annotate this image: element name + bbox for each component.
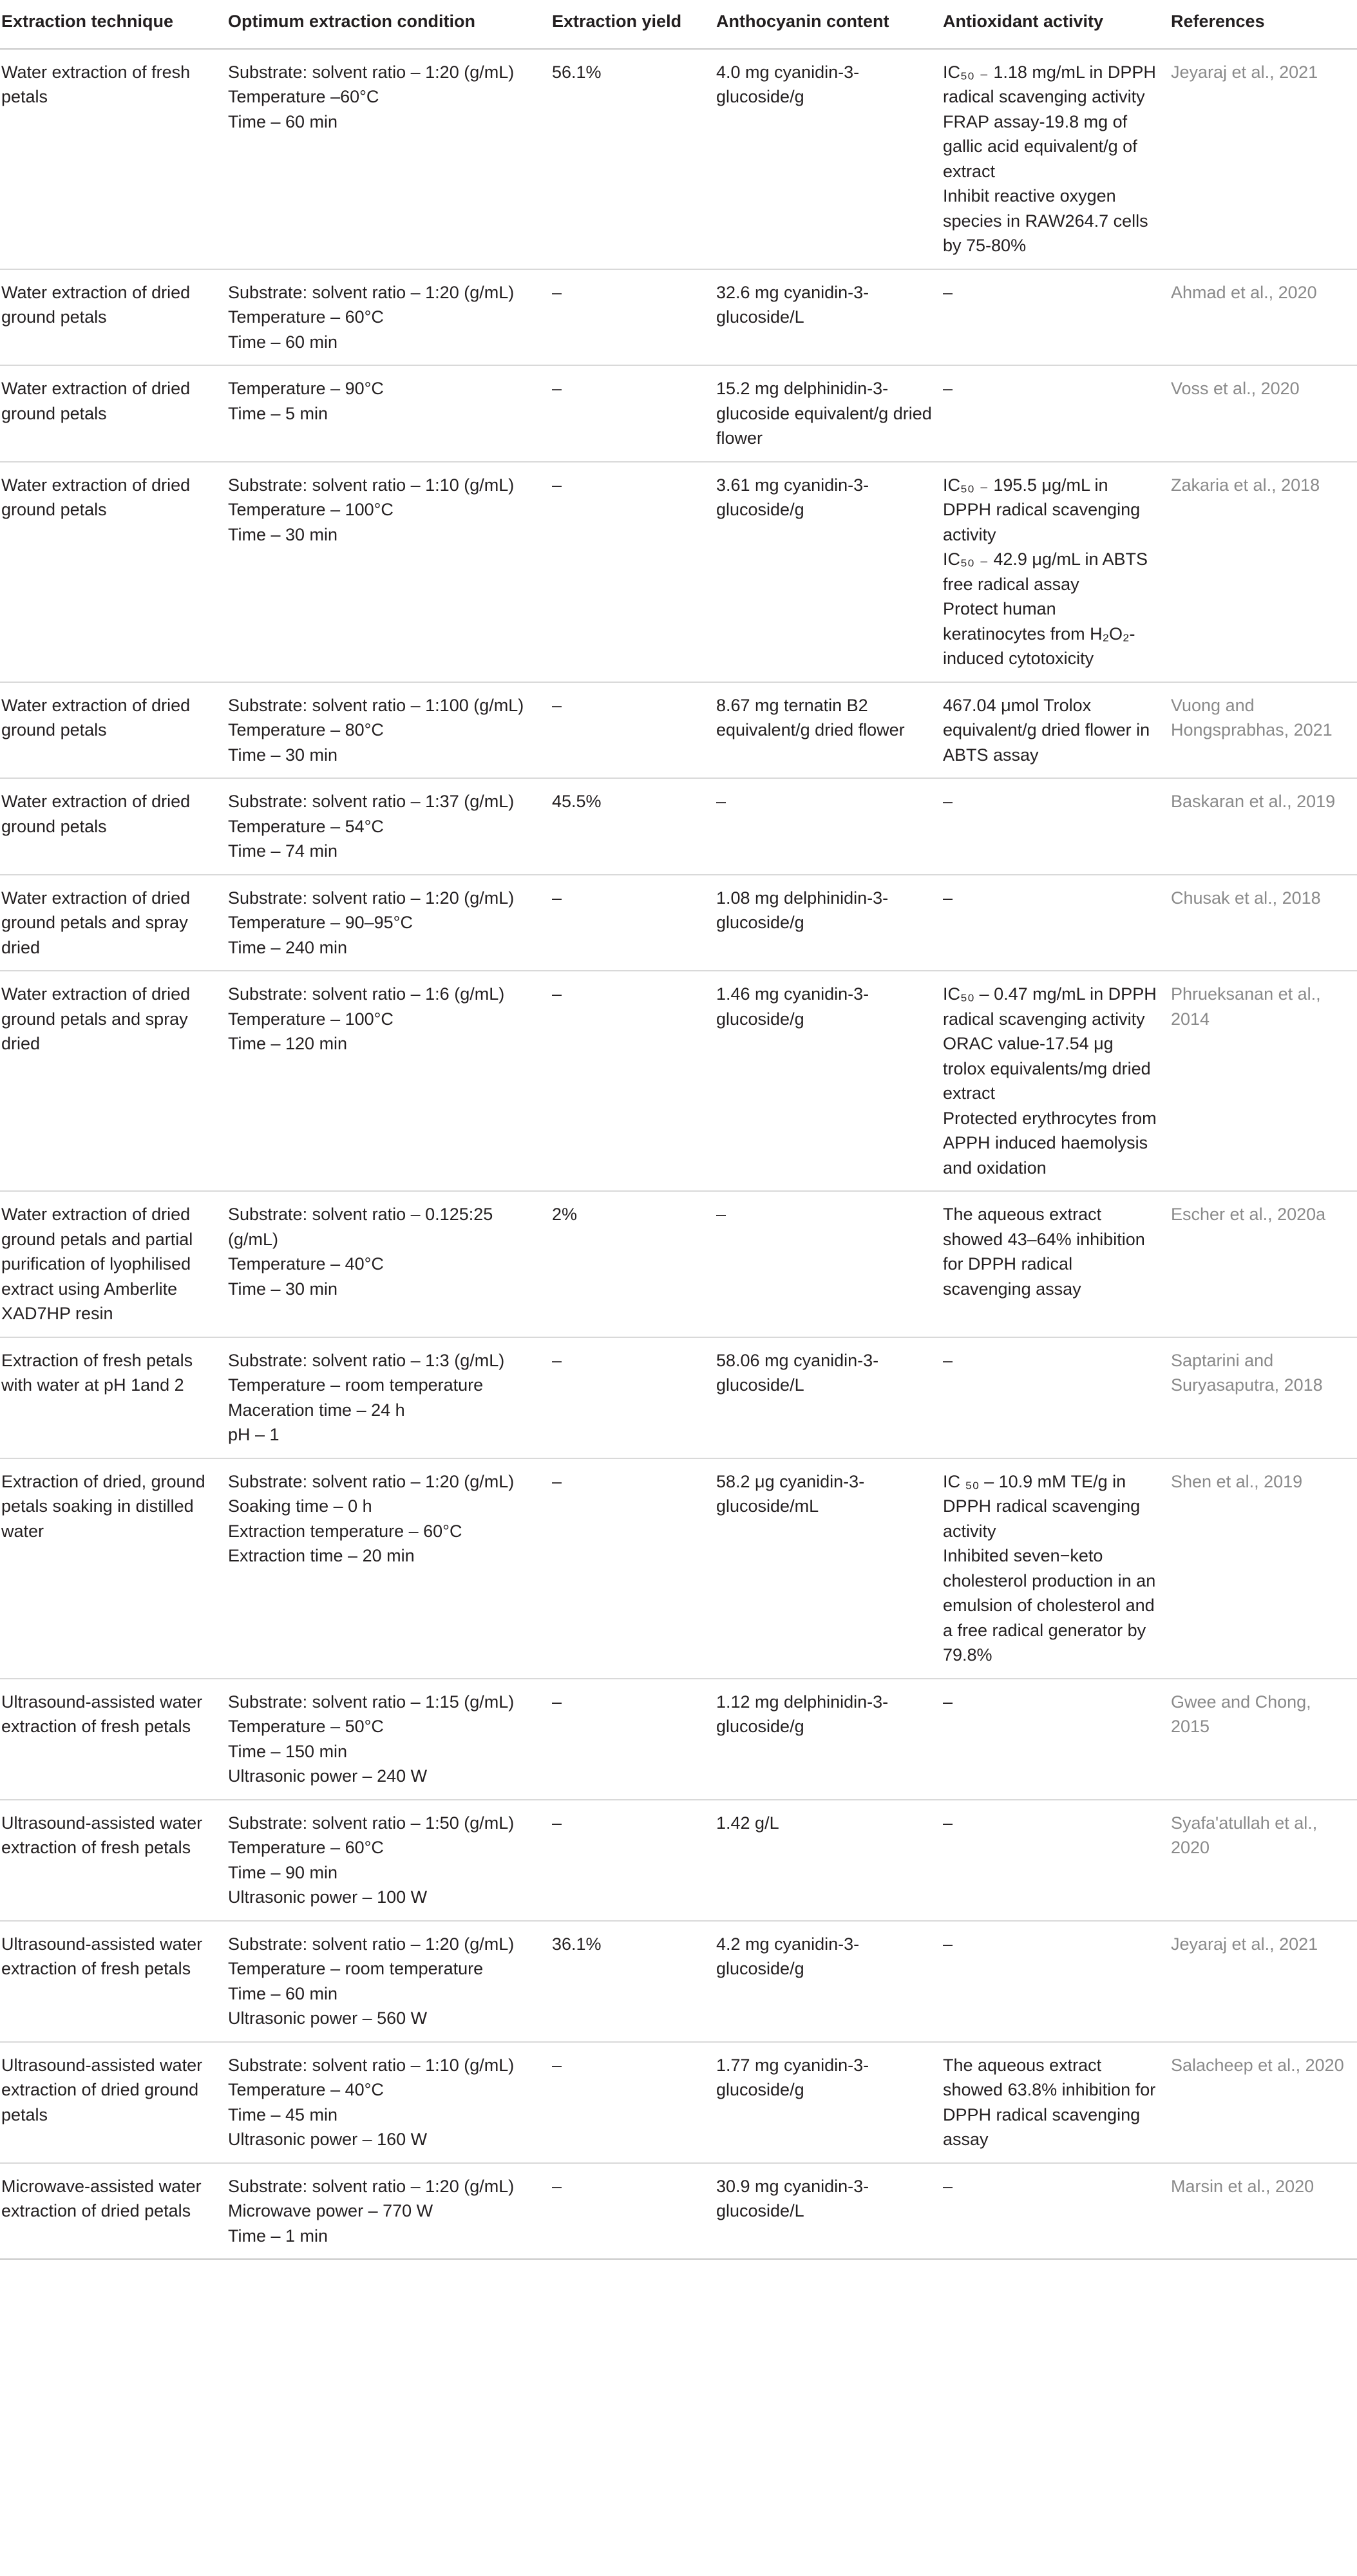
table-row: [0, 682, 1357, 779]
cell-technique: Water extraction of dried ground petals: [0, 462, 227, 682]
cell-condition: Substrate: solvent ratio – 1:20 (g/mL) Microwave power – 770 W Time – 1 min: [227, 2163, 551, 2260]
cell-yield: –: [551, 971, 715, 1191]
cell-reference: Jeyaraj et al., 2021: [1170, 1921, 1357, 2042]
cell-antioxidant: –: [942, 365, 1170, 462]
cell-yield: –: [551, 1458, 715, 1679]
header-antioxidant-activity: Antioxidant activity: [942, 0, 1170, 49]
cell-antioxidant: The aqueous extract showed 63.8% inhibition for DPPH radical scavenging assay: [942, 2042, 1170, 2163]
cell-yield: –: [551, 875, 715, 971]
cell-condition: Substrate: solvent ratio – 1:20 (g/mL) Temperature – 60°C Time – 60 min: [227, 269, 551, 366]
cell-antioxidant: IC₅₀ ₋ 1.18 mg/mL in DPPH radical scavenging activity FRAP assay-19.8 mg of gallic acid equivalent/g of extract Inhibit reactive oxygen species in RAW264.7 cells by 75-80%: [942, 49, 1170, 269]
table-row: [0, 1191, 1357, 1337]
cell-antioxidant: IC ₅₀ – 10.9 mM TE/g in DPPH radical scavenging activity Inhibited seven−keto cholesterol production in an emulsion of cholesterol and a free radical generator by 79.8%: [942, 1458, 1170, 1679]
cell-anthocyanin: 58.06 mg cyanidin-3-glucoside/L: [715, 1337, 942, 1458]
cell-anthocyanin: 58.2 μg cyanidin-3-glucoside/mL: [715, 1458, 942, 1679]
table-row: [0, 1337, 1357, 1458]
cell-technique: Water extraction of fresh petals: [0, 49, 227, 269]
header-row: [0, 0, 1357, 49]
header-extraction-technique: Extraction technique: [0, 0, 227, 49]
cell-yield: –: [551, 682, 715, 779]
header-extraction-yield: Extraction yield: [551, 0, 715, 49]
cell-antioxidant: –: [942, 1679, 1170, 1800]
cell-anthocyanin: 15.2 mg delphinidin-3-glucoside equivalent/g dried flower: [715, 365, 942, 462]
cell-technique: Water extraction of dried ground petals and spray dried: [0, 971, 227, 1191]
cell-reference: Chusak et al., 2018: [1170, 875, 1357, 971]
cell-reference: Ahmad et al., 2020: [1170, 269, 1357, 366]
table-row: [0, 778, 1357, 875]
cell-yield: –: [551, 1800, 715, 1921]
cell-yield: –: [551, 2042, 715, 2163]
table-row: [0, 1921, 1357, 2042]
cell-yield: 56.1%: [551, 49, 715, 269]
cell-anthocyanin: –: [715, 1191, 942, 1337]
cell-technique: Ultrasound-assisted water extraction of dried ground petals: [0, 2042, 227, 2163]
cell-anthocyanin: 1.12 mg delphinidin-3-glucoside/g: [715, 1679, 942, 1800]
cell-yield: –: [551, 2163, 715, 2260]
cell-yield: –: [551, 365, 715, 462]
cell-condition: Substrate: solvent ratio – 1:6 (g/mL) Temperature – 100°C Time – 120 min: [227, 971, 551, 1191]
cell-yield: 36.1%: [551, 1921, 715, 2042]
table-row: [0, 462, 1357, 682]
cell-anthocyanin: 1.46 mg cyanidin-3-glucoside/g: [715, 971, 942, 1191]
cell-antioxidant: –: [942, 2163, 1170, 2260]
table-row: [0, 1800, 1357, 1921]
cell-condition: Substrate: solvent ratio – 1:3 (g/mL) Temperature – room temperature Maceration time – 24 h pH – 1: [227, 1337, 551, 1458]
cell-technique: Ultrasound-assisted water extraction of fresh petals: [0, 1921, 227, 2042]
cell-condition: Substrate: solvent ratio – 1:20 (g/mL) Temperature –60°C Time – 60 min: [227, 49, 551, 269]
cell-reference: Syafa'atullah et al., 2020: [1170, 1800, 1357, 1921]
table-row: [0, 971, 1357, 1191]
cell-condition: Temperature – 90°C Time – 5 min: [227, 365, 551, 462]
cell-condition: Substrate: solvent ratio – 0.125:25 (g/mL) Temperature – 40°C Time – 30 min: [227, 1191, 551, 1337]
cell-reference: Baskaran et al., 2019: [1170, 778, 1357, 875]
cell-condition: Substrate: solvent ratio – 1:20 (g/mL) Temperature – 90–95°C Time – 240 min: [227, 875, 551, 971]
cell-reference: Saptarini and Suryasaputra, 2018: [1170, 1337, 1357, 1458]
cell-antioxidant: –: [942, 875, 1170, 971]
cell-anthocyanin: 1.77 mg cyanidin-3-glucoside/g: [715, 2042, 942, 2163]
cell-antioxidant: The aqueous extract showed 43–64% inhibition for DPPH radical scavenging assay: [942, 1191, 1170, 1337]
cell-reference: Phrueksanan et al., 2014: [1170, 971, 1357, 1191]
cell-technique: Extraction of dried, ground petals soaking in distilled water: [0, 1458, 227, 1679]
cell-condition: Substrate: solvent ratio – 1:15 (g/mL) Temperature – 50°C Time – 150 min Ultrasonic power – 240 W: [227, 1679, 551, 1800]
cell-reference: Shen et al., 2019: [1170, 1458, 1357, 1679]
cell-reference: Voss et al., 2020: [1170, 365, 1357, 462]
cell-reference: Marsin et al., 2020: [1170, 2163, 1357, 2260]
cell-condition: Substrate: solvent ratio – 1:50 (g/mL) Temperature – 60°C Time – 90 min Ultrasonic power – 100 W: [227, 1800, 551, 1921]
cell-antioxidant: –: [942, 1337, 1170, 1458]
cell-antioxidant: –: [942, 778, 1170, 875]
cell-antioxidant: IC₅₀ – 0.47 mg/mL in DPPH radical scavenging activity ORAC value-17.54 μg trolox equivalents/mg dried extract Protected erythrocytes from APPH induced haemolysis and oxidation: [942, 971, 1170, 1191]
cell-anthocyanin: 30.9 mg cyanidin-3-glucoside/L: [715, 2163, 942, 2260]
cell-yield: 2%: [551, 1191, 715, 1337]
cell-condition: Substrate: solvent ratio – 1:20 (g/mL) Temperature – room temperature Time – 60 min Ultrasonic power – 560 W: [227, 1921, 551, 2042]
cell-technique: Ultrasound-assisted water extraction of fresh petals: [0, 1679, 227, 1800]
header-anthocyanin-content: Anthocyanin content: [715, 0, 942, 49]
table-row: [0, 365, 1357, 462]
cell-reference: Jeyaraj et al., 2021: [1170, 49, 1357, 269]
table-row: [0, 49, 1357, 269]
cell-reference: Gwee and Chong, 2015: [1170, 1679, 1357, 1800]
cell-yield: 45.5%: [551, 778, 715, 875]
cell-yield: –: [551, 462, 715, 682]
cell-antioxidant: –: [942, 1800, 1170, 1921]
cell-condition: Substrate: solvent ratio – 1:10 (g/mL) Temperature – 100°C Time – 30 min: [227, 462, 551, 682]
cell-yield: –: [551, 1337, 715, 1458]
cell-condition: Substrate: solvent ratio – 1:20 (g/mL) Soaking time – 0 h Extraction temperature – 60°C Extraction time – 20 min: [227, 1458, 551, 1679]
cell-anthocyanin: 3.61 mg cyanidin-3-glucoside/g: [715, 462, 942, 682]
header-references: References: [1170, 0, 1357, 49]
table-row: [0, 875, 1357, 971]
cell-yield: –: [551, 1679, 715, 1800]
table-body: [0, 49, 1357, 2260]
cell-technique: Water extraction of dried ground petals: [0, 365, 227, 462]
table-row: [0, 269, 1357, 366]
cell-reference: Escher et al., 2020a: [1170, 1191, 1357, 1337]
cell-technique: Water extraction of dried ground petals: [0, 269, 227, 366]
cell-reference: Vuong and Hongsprabhas, 2021: [1170, 682, 1357, 779]
cell-anthocyanin: 1.08 mg delphinidin-3-glucoside/g: [715, 875, 942, 971]
cell-antioxidant: –: [942, 1921, 1170, 2042]
cell-technique: Microwave-assisted water extraction of dried petals: [0, 2163, 227, 2260]
table-row: [0, 1458, 1357, 1679]
cell-antioxidant: 467.04 μmol Trolox equivalent/g dried flower in ABTS assay: [942, 682, 1170, 779]
cell-condition: Substrate: solvent ratio – 1:37 (g/mL) Temperature – 54°C Time – 74 min: [227, 778, 551, 875]
cell-technique: Water extraction of dried ground petals and partial purification of lyophilised extract using Amberlite XAD7HP resin: [0, 1191, 227, 1337]
cell-technique: Ultrasound-assisted water extraction of fresh petals: [0, 1800, 227, 1921]
cell-anthocyanin: 4.2 mg cyanidin-3-glucoside/g: [715, 1921, 942, 2042]
header-optimum-condition: Optimum extraction condition: [227, 0, 551, 49]
cell-technique: Water extraction of dried ground petals: [0, 778, 227, 875]
table-row: [0, 2042, 1357, 2163]
cell-anthocyanin: 4.0 mg cyanidin-3-glucoside/g: [715, 49, 942, 269]
cell-reference: Salacheep et al., 2020: [1170, 2042, 1357, 2163]
cell-anthocyanin: 8.67 mg ternatin B2 equivalent/g dried flower: [715, 682, 942, 779]
cell-technique: Water extraction of dried ground petals: [0, 682, 227, 779]
table-row: [0, 1679, 1357, 1800]
cell-technique: Extraction of fresh petals with water at pH 1and 2: [0, 1337, 227, 1458]
table-header: [0, 0, 1357, 49]
cell-reference: Zakaria et al., 2018: [1170, 462, 1357, 682]
cell-technique: Water extraction of dried ground petals and spray dried: [0, 875, 227, 971]
cell-condition: Substrate: solvent ratio – 1:10 (g/mL) Temperature – 40°C Time – 45 min Ultrasonic power – 160 W: [227, 2042, 551, 2163]
cell-antioxidant: –: [942, 269, 1170, 366]
cell-antioxidant: IC₅₀ ₋ 195.5 μg/mL in DPPH radical scavenging activity IC₅₀ ₋ 42.9 μg/mL in ABTS free radical assay Protect human keratinocytes from H₂O₂-induced cytotoxicity: [942, 462, 1170, 682]
table-row: [0, 2163, 1357, 2260]
cell-condition: Substrate: solvent ratio – 1:100 (g/mL) Temperature – 80°C Time – 30 min: [227, 682, 551, 779]
cell-yield: –: [551, 269, 715, 366]
cell-anthocyanin: –: [715, 778, 942, 875]
cell-anthocyanin: 1.42 g/L: [715, 1800, 942, 1921]
cell-anthocyanin: 32.6 mg cyanidin-3-glucoside/L: [715, 269, 942, 366]
